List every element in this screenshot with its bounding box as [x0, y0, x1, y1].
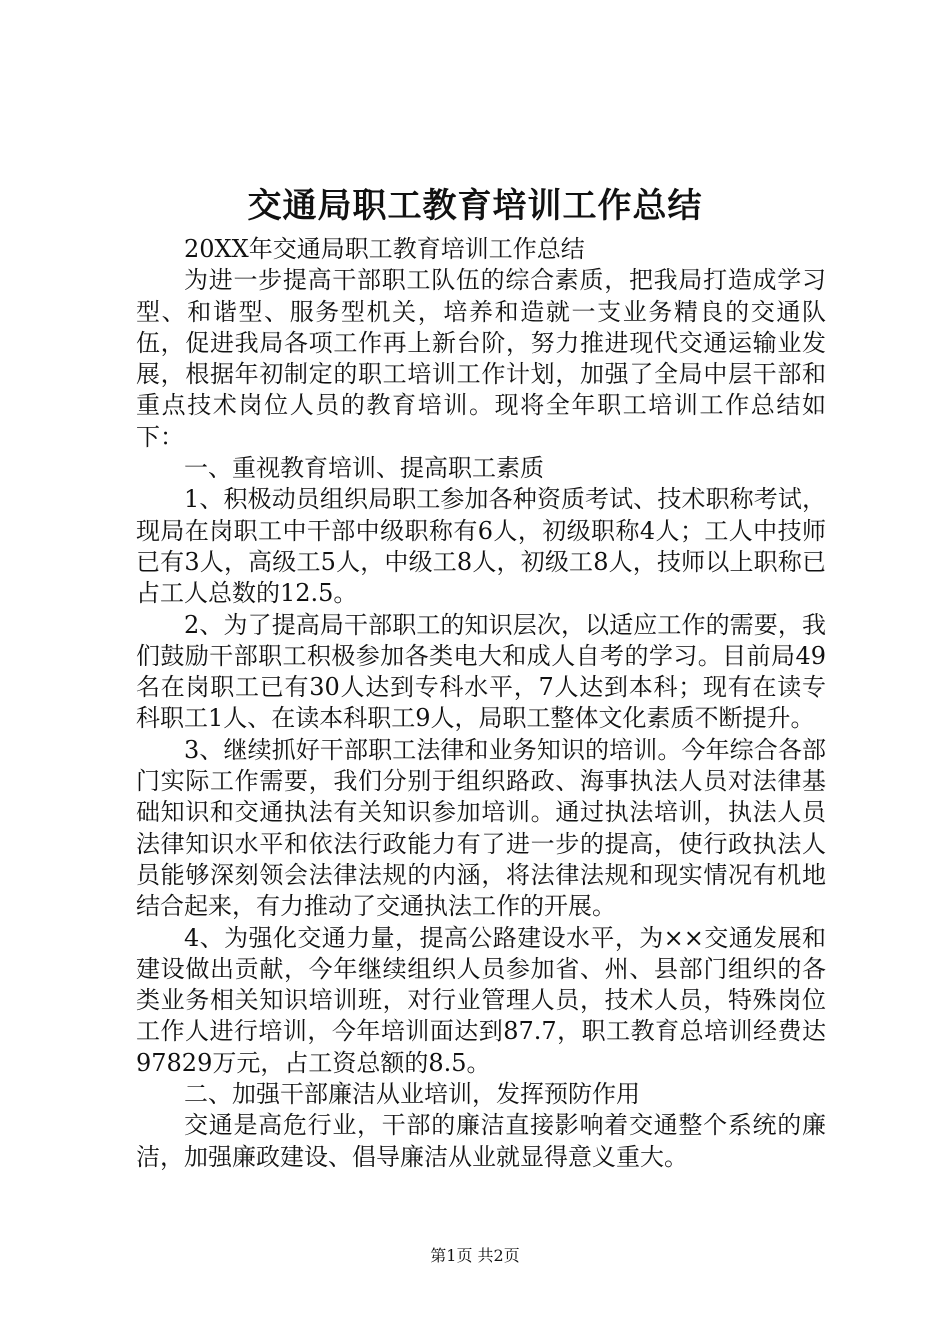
document-body [136, 234, 826, 1173]
paragraph-section-2: 交通是高危行业，干部的廉洁直接影响着交通整个系统的廉洁，加强廉政建设、倡导廉洁从业就显得意义重大。 [136, 1111, 826, 1171]
paragraph-item-3: 3、继续抓好干部职工法律和业务知识的培训。今年综合各部门实际工作需要，我们分别于组织路政、海事执法人员对法律基础知识和交通执法有关知识参加培训。通过执法培训，执法人员法律知识水平和依法行政能力有了进一步的提高，使行政执法人员能够深刻领会法律法规的内涵，将法律法规和现实情况有机地结合起来，有力推动了交通执法工作的开展。 [136, 735, 826, 921]
section-heading-1: 一、重视教育培训、提高职工素质 [184, 454, 544, 483]
paragraph-item-1: 1、积极动员组织局职工参加各种资质考试、技术职称考试，现局在岗职工中干部中级职称有6人，初级职称4人；工人中技师已有3人，高级工5人，中级工8人，初级工8人，技师以上职称已占工人总数的12.5。 [136, 485, 826, 608]
document-title: 交通局职工教育培训工作总结 [247, 186, 703, 226]
intro-paragraph: 为进一步提高干部职工队伍的综合素质，把我局打造成学习型、和谐型、服务型机关，培养和造就一支业务精良的交通队伍，促进我局各项工作再上新台阶，努力推进现代交通运输业发展，根据年初制定的职工培训工作计划，加强了全局中层干部和重点技术岗位人员的教育培训。现将全年职工培训工作总结如下： [136, 266, 826, 451]
paragraph-item-2: 2、为了提高局干部职工的知识层次，以适应工作的需要，我们鼓励干部职工积极参加各类电大和成人自考的学习。目前局49名在岗职工已有30人达到专科水平，7人达到本科；现有在读专科职工1人、在读本科职工9人，局职工整体文化素质不断提升。 [136, 610, 826, 733]
section-heading-2: 二、加强干部廉洁从业培训，发挥预防作用 [184, 1080, 640, 1109]
subtitle-paragraph: 20XX年交通局职工教育培训工作总结 [184, 235, 585, 263]
page-number-footer: 第1页 共2页 [430, 1246, 520, 1265]
paragraph-item-4: 4、为强化交通力量，提高公路建设水平，为××交通发展和建设做出贡献，今年继续组织人员参加省、州、县部门组织的各类业务相关知识培训班，对行业管理人员，技术人员，特殊岗位工作人进行培训，今年培训面达到87.7，职工教育总培训经费达97829万元，占工资总额的8.5。 [136, 923, 826, 1077]
